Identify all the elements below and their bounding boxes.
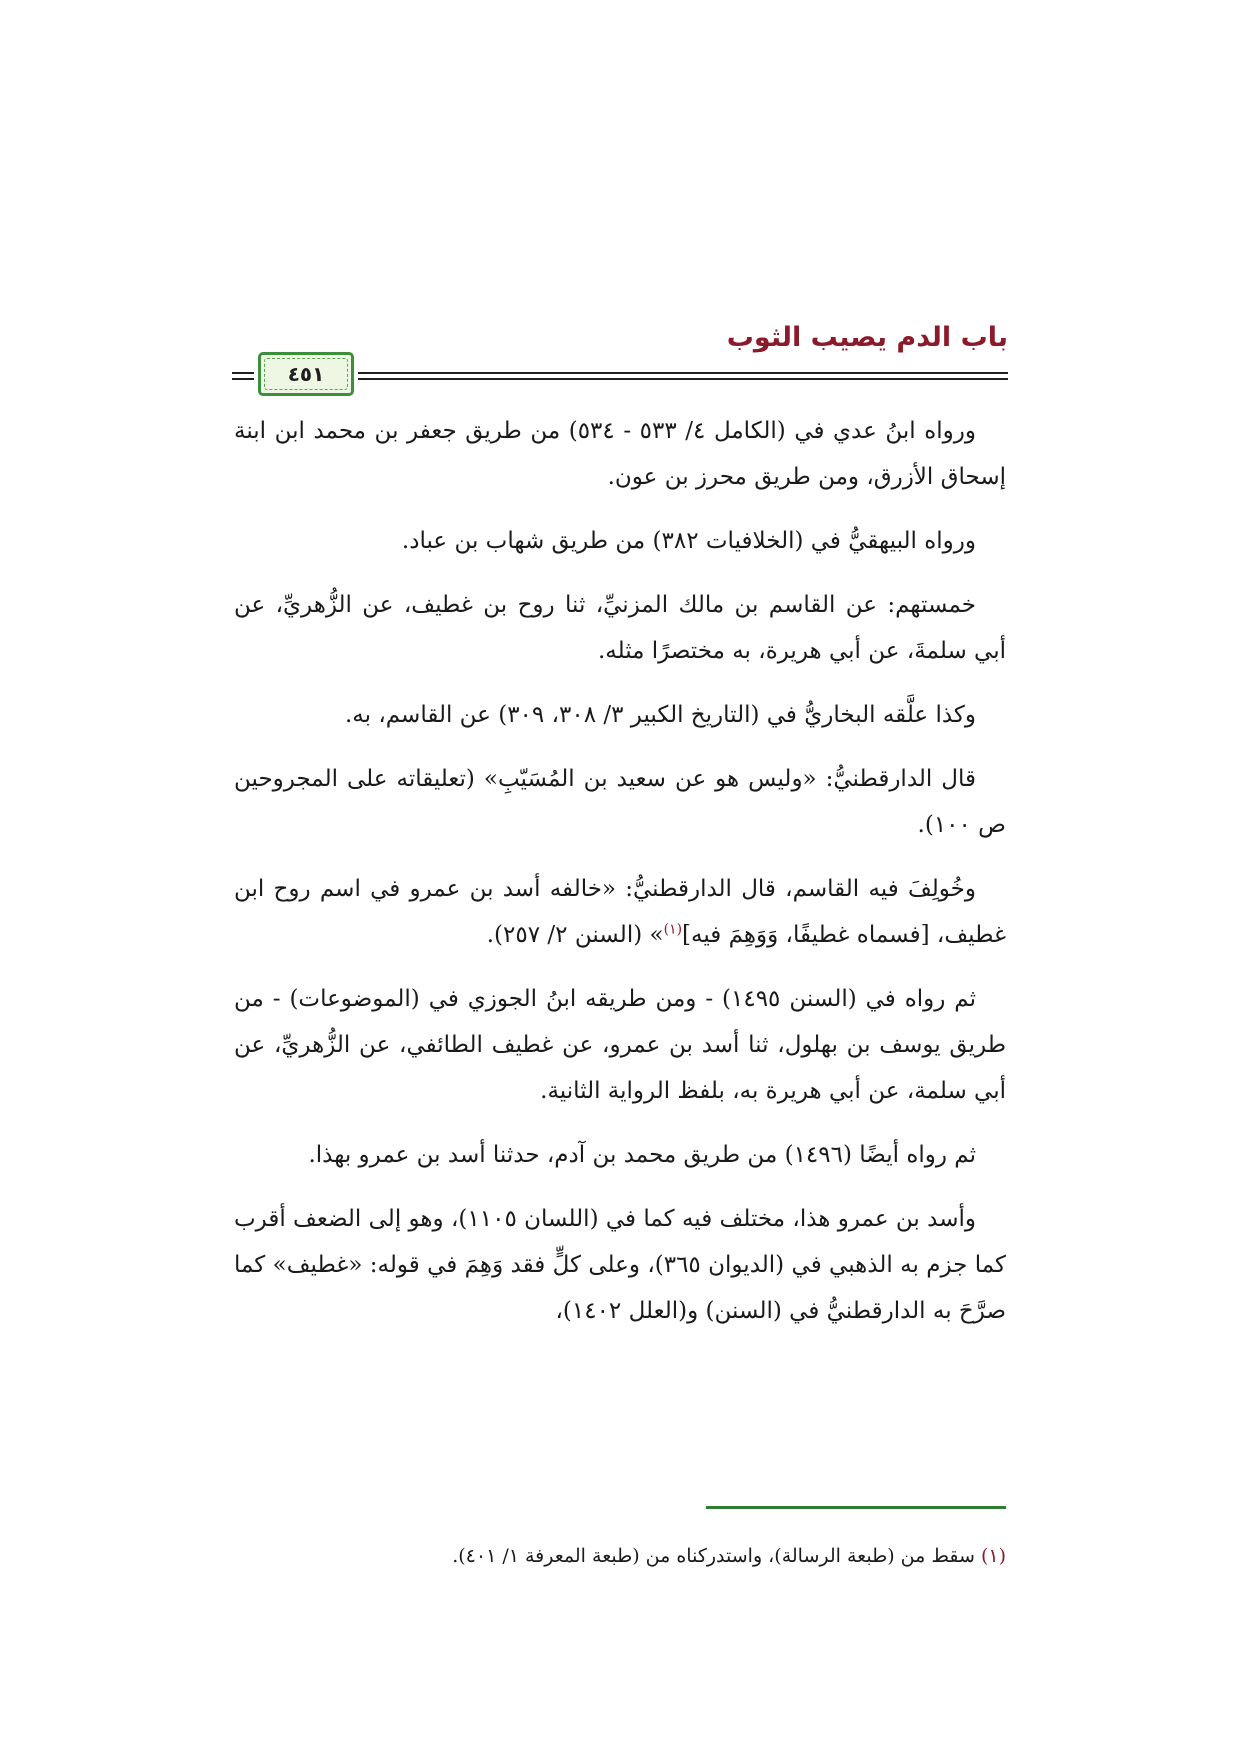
paragraph-2: ورواه البيهقيُّ في (الخلافيات ٣٨٢) من طريق شهاب بن عباد. [401, 528, 976, 554]
header-rule-left-bottom [232, 378, 254, 380]
page-header [232, 318, 1008, 388]
header-rule [232, 352, 1008, 396]
paragraph-5: قال الدارقطنيُّ: «وليس هو عن سعيد بن المُسَيّبِ» (تعليقاته على المجروحين ص ١٠٠). [234, 766, 1006, 838]
paragraph-1: ورواه ابنُ عدي في (الكامل ٤/ ٥٣٣ - ٥٣٤) من طريق جعفر بن محمد ابن ابنة إسحاق الأزرق، ومن طريق محرز بن عون. [234, 418, 1006, 490]
paragraph-3: خمستهم: عن القاسم بن مالك المزنيِّ، ثنا روح بن غطيف، عن الزُّهريِّ، عن أبي سلمةَ، عن أبي هريرة، به مختصرًا مثله. [234, 592, 1006, 664]
header-rule-right-bottom [358, 378, 1008, 380]
footnote-divider [706, 1506, 1006, 1509]
paragraph-4: وكذا علَّقه البخاريُّ في (التاريخ الكبير ٣/ ٣٠٨، ٣٠٩) عن القاسم، به. [344, 702, 976, 728]
main-text [234, 408, 1006, 1352]
paragraph-6-text: وخُولِفَ فيه القاسم، قال الدارقطنيُّ: «خالفه أسد بن عمرو في اسم روح ابن غطيف، [فسماه غطيفًا، وَوَهِمَ فيه] [234, 876, 1006, 948]
paragraph-6-text-end: » (السنن ٢/ ٢٥٧). [486, 922, 664, 948]
paragraph-6 [234, 866, 1006, 958]
paragraph-8: ثم رواه أيضًا (١٤٩٦) من طريق محمد بن آدم، حدثنا أسد بن عمرو بهذا. [308, 1142, 976, 1168]
header-rule-right-top [358, 372, 1008, 374]
footnote-reference[interactable]: (١) [663, 921, 683, 938]
footnotes [234, 1540, 1006, 1572]
page-number-badge [258, 352, 354, 396]
footnote-number: (١) [980, 1545, 1006, 1567]
footnote-text: سقط من (طبعة الرسالة)، واستدركناه من (طبعة المعرفة ١/ ٤٠١). [452, 1545, 975, 1567]
footnote-1 [234, 1540, 1006, 1572]
paragraph-9: وأسد بن عمرو هذا، مختلف فيه كما في (اللسان ١١٠٥)، وهو إلى الضعف أقرب كما جزم به الذهبي في (الديوان ٣٦٥)، وعلى كلٍّ فقد وَهِمَ في قوله: «غطيف» كما صرَّحَ به الدارقطنيُّ في (السنن) و(العلل ١٤٠٢)، [234, 1206, 1006, 1324]
header-rule-left-top [232, 372, 254, 374]
chapter-title: باب الدم يصيب الثوب [726, 322, 1008, 353]
paragraph-7: ثم رواه في (السنن ١٤٩٥) - ومن طريقه ابنُ الجوزي في (الموضوعات) - من طريق يوسف بن بهلول، ثنا أسد بن عمرو، عن غطيف الطائفي، عن الزُّهريِّ، عن أبي سلمة، عن أبي هريرة به، بلفظ الرواية الثانية. [234, 986, 1006, 1104]
page-number: ٤٥١ [287, 362, 325, 386]
